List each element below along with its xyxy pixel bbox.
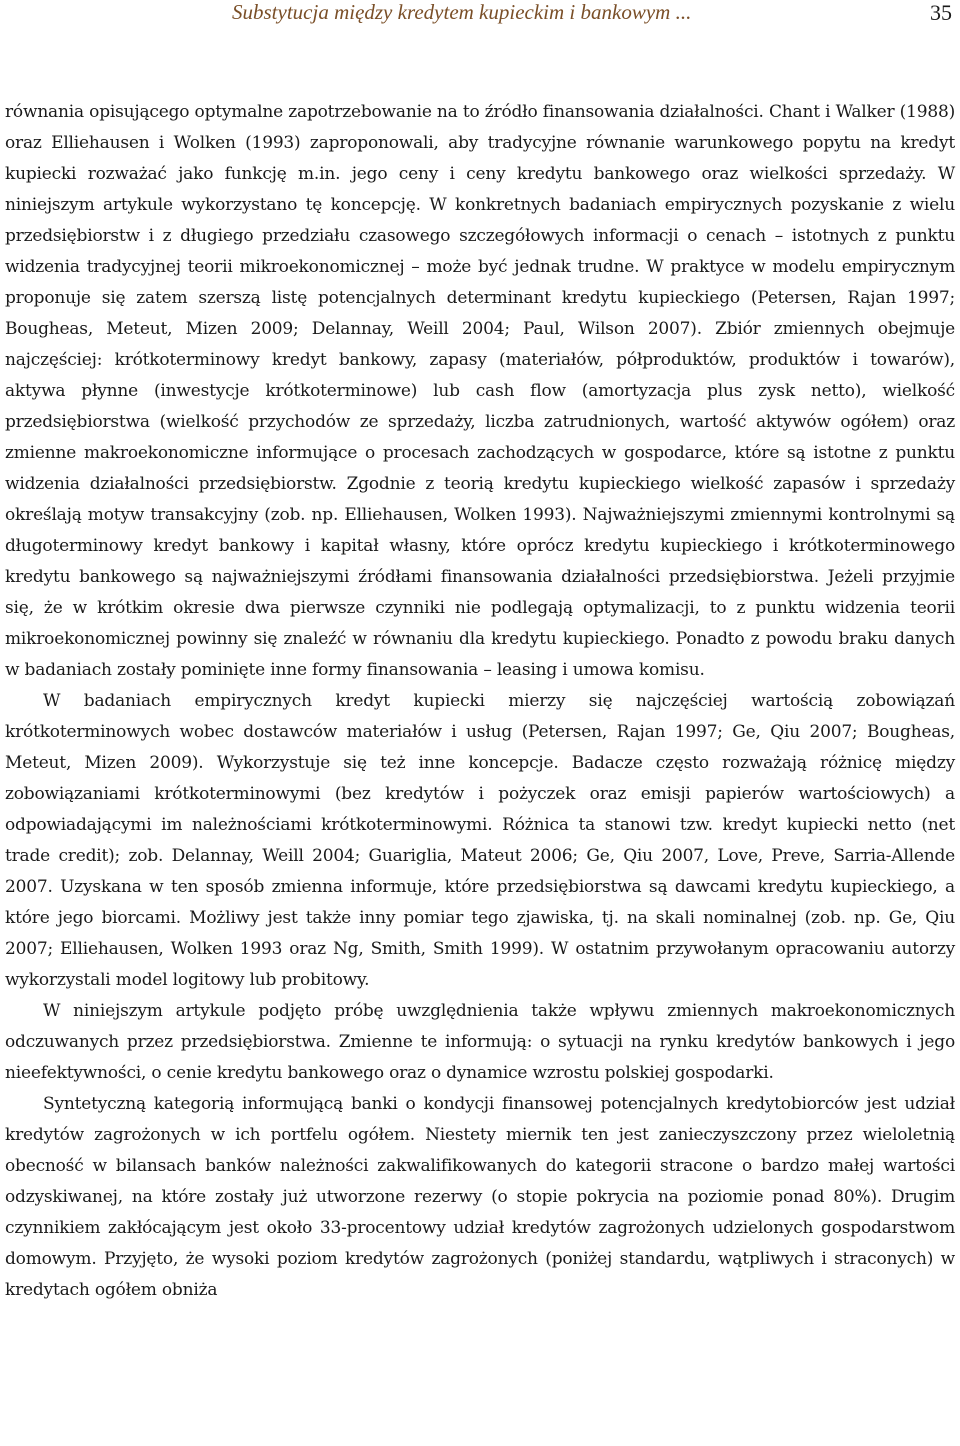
paragraph-1: równania opisującego optymalne zapotrzebowanie na to źródło finansowania działalności. Chant i Walker (1988) oraz Elliehausen i Wolken (1993) zaproponowali, aby tradycyjne równanie warunkowego popytu na kredyt kupiecki rozważać jako funkcję m.in. jego ceny i ceny kredytu bankowego oraz wielkości sprzedaży. W niniejszym artykule wykorzystano tę koncepcję. W konkretnych badaniach empirycznych pozyskanie z wielu przedsiębiorstw i z długiego przedziału czasowego szczegółowych informacji o cenach – istotnych z punktu widzenia tradycyjnej teorii mikroekonomicznej – może być jednak trudne. W praktyce w modelu empirycznym proponuje się zatem szerszą listę potencjalnych determinant kredytu kupieckiego (Petersen, Rajan 1997; Bougheas, Meteut, Mizen 2009; Delannay, Weill 2004; Paul, Wilson 2007). Zbiór zmiennych obejmuje najczęściej: krótkoterminowy kredyt bankowy, zapasy (materiałów, półproduktów, produktów i towarów), aktywa płynne (inwestycje krótkoterminowe) lub cash flow (amortyzacja plus zysk netto), wielkość przedsiębiorstwa (wielkość przychodów ze sprzedaży, liczba zatrudnionych, wartość aktywów ogółem) oraz zmienne makroekonomiczne informujące o procesach zachodzących w gospodarce, które są istotne z punktu widzenia działalności przedsiębiorstw. Zgodnie z teorią kredytu kupieckiego wielkość zapasów i sprzedaży określają motyw transakcyjny (zob. np. Elliehausen, Wolken 1993). Najważniejszymi zmiennymi kontrolnymi są długoterminowy kredyt bankowy i kapitał własny, które oprócz kredytu kupieckiego i krótkoterminowego kredytu bankowego są najważniejszymi źródłami finansowania działalności przedsiębiorstwa. Jeżeli przyjmie się, że w krótkim okresie dwa pierwsze czynniki nie podlegają optymalizacji, to z punktu widzenia teorii mikroekonomicznej powinny się znaleźć w równaniu dla kredytu kupieckiego. Ponadto z powodu braku danych w badaniach zostały pominięte inne formy finansowania – leasing i umowa komisu. xyxy=(5,102,955,680)
running-title: Substytucja między kredytem kupieckim i bankowym ... xyxy=(232,0,692,24)
page-number: 35 xyxy=(930,0,952,25)
paragraph-2: W badaniach empirycznych kredyt kupiecki mierzy się najczęściej wartością zobowiązań krótkoterminowych wobec dostawców materiałów i usług (Petersen, Rajan 1997; Ge, Qiu 2007; Bougheas, Meteut, Mizen 2009). Wykorzystuje się też inne koncepcje. Badacze często rozważają różnicę między zobowiązaniami krótkoterminowymi (bez kredytów i pożyczek oraz emisji papierów wartościowych) a odpowiadającymi im należnościami krótkoterminowymi. Różnica ta stanowi tzw. kredyt kupiecki netto (net trade credit); zob. Delannay, Weill 2004; Guariglia, Mateut 2006; Ge, Qiu 2007, Love, Preve, Sarria-Allende 2007. Uzyskana w ten sposób zmienna informuje, które przedsiębiorstwa są dawcami kredytu kupieckiego, a które jego biorcami. Możliwy jest także inny pomiar tego zjawiska, tj. na skali nominalnej (zob. np. Ge, Qiu 2007; Elliehausen, Wolken 1993 oraz Ng, Smith, Smith 1999). W ostatnim przywołanym opracowaniu autorzy wykorzystali model logitowy lub probitowy. xyxy=(5,691,955,990)
paragraph-4: Syntetyczną kategorią informującą banki o kondycji finansowej potencjalnych kredytobiorców jest udział kredytów zagrożonych w ich portfelu ogółem. Niestety miernik ten jest zanieczyszczony przez wieloletnią obecność w bilansach banków należności zakwalifikowanych do kategorii stracone o bardzo małej wartości odzyskiwanej, na które zostały już utworzone rezerwy (o stopie pokrycia na poziomie ponad 80%). Drugim czynnikiem zakłócającym jest około 33-procentowy udział kredytów zagrożonych udzielonych gospodarstwom domowym. Przyjęto, że wysoki poziom kredytów zagrożonych (poniżej standardu, wątpliwych i straconych) w kredytach ogółem obniża xyxy=(5,1094,955,1300)
page-header xyxy=(0,0,960,30)
body-text xyxy=(5,97,955,1306)
paragraph-3: W niniejszym artykule podjęto próbę uwzględnienia także wpływu zmiennych makroekonomicznych odczuwanych przez przedsiębiorstwa. Zmienne te informują: o sytuacji na rynku kredytów bankowych i jego nieefektywności, o cenie kredytu bankowego oraz o dynamice wzrostu polskiej gospodarki. xyxy=(5,1001,955,1083)
